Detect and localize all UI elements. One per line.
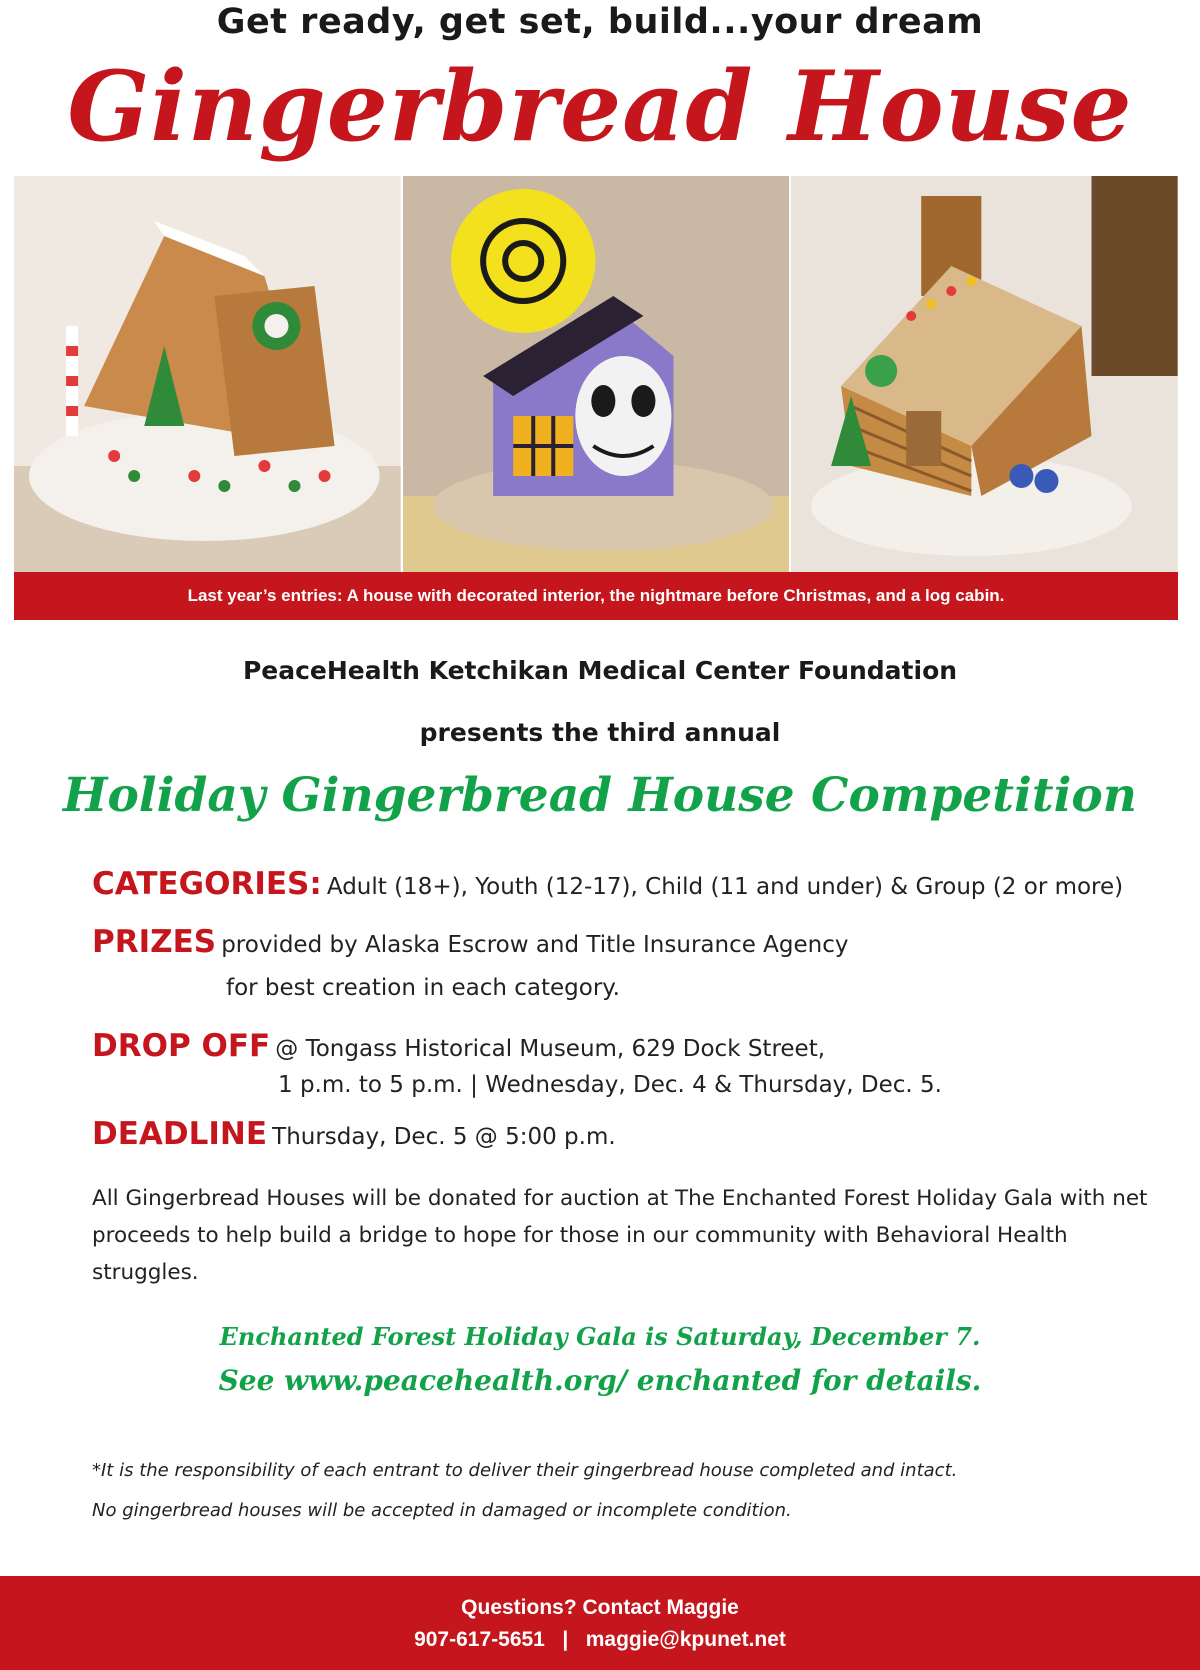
contact-heading: Questions? Contact Maggie xyxy=(461,1596,739,1619)
photo-caption: Last year’s entries: A house with decorated interior, the nightmare before Christmas, and a log cabin. xyxy=(14,572,1178,620)
prizes-row xyxy=(92,924,849,960)
contact-footer xyxy=(0,1576,1200,1670)
categories-text: Adult (18+), Youth (12-17), Child (11 and under) & Group (2 or more) xyxy=(326,874,1124,900)
prizes-text: provided by Alaska Escrow and Title Insurance Agency xyxy=(221,932,849,958)
competition-title: Holiday Gingerbread House Competition xyxy=(63,768,1137,823)
presents-line: presents the third annual xyxy=(419,718,781,747)
condition-note: No gingerbread houses will be accepted in damaged or incomplete condition. xyxy=(92,1500,792,1521)
gala-website[interactable]: See www.peacehealth.org/ enchanted for details. xyxy=(218,1364,982,1397)
photo-log-cabin-house xyxy=(791,176,1178,572)
photo-strip xyxy=(14,176,1178,572)
categories-row xyxy=(92,866,1123,902)
prizes-label: PRIZES xyxy=(92,924,217,960)
gala-date: Enchanted Forest Holiday Gala is Saturday, December 7. xyxy=(219,1322,981,1351)
tagline: Get ready, get set, build...your dream xyxy=(216,2,984,42)
categories-label: CATEGORIES: xyxy=(92,866,322,902)
prizes-text-continued: for best creation in each category. xyxy=(226,975,620,1001)
contact-details[interactable]: 907-617-5651 | maggie@kpunet.net xyxy=(414,1628,786,1651)
page-title: Gingerbread House xyxy=(67,50,1133,163)
deadline-row xyxy=(92,1116,616,1152)
photo-decorated-interior-house xyxy=(14,176,401,572)
dropoff-row xyxy=(92,1028,825,1064)
dropoff-text: @ Tongass Historical Museum, 629 Dock Street, xyxy=(275,1036,826,1062)
dropoff-label: DROP OFF xyxy=(92,1028,271,1064)
deadline-text: Thursday, Dec. 5 @ 5:00 p.m. xyxy=(272,1124,616,1150)
photo-nightmare-before-christmas-house xyxy=(403,176,790,572)
auction-paragraph: All Gingerbread Houses will be donated for auction at The Enchanted Forest Holiday Gala with net proceeds to help build a bridge to hope for those in our community with Behavioral Health struggles. xyxy=(92,1186,1148,1285)
deadline-label: DEADLINE xyxy=(92,1116,268,1152)
responsibility-note: *It is the responsibility of each entrant to deliver their gingerbread house completed and intact. xyxy=(92,1460,958,1481)
dropoff-schedule: 1 p.m. to 5 p.m. | Wednesday, Dec. 4 & Thursday, Dec. 5. xyxy=(278,1072,942,1098)
organization-name: PeaceHealth Ketchikan Medical Center Foundation xyxy=(242,656,958,685)
